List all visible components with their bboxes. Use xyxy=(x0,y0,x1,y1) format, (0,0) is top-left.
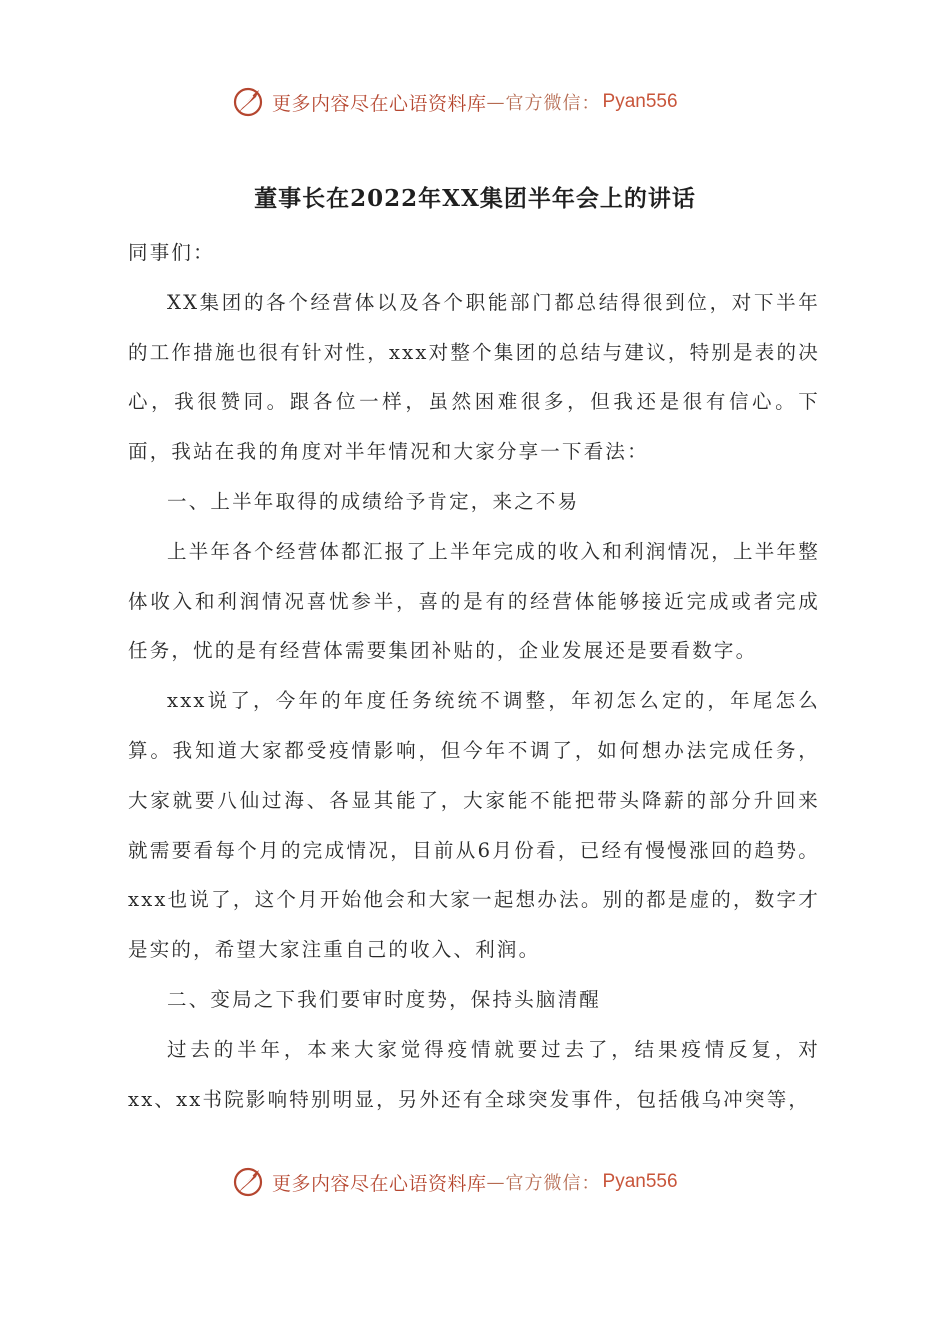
paragraph: 过去的半年，本来大家觉得疫情就要过去了，结果疫情反复，对xx、xx书院影响特别明显，另外还有全球突发事件，包括俄乌冲突等， xyxy=(128,1037,820,1111)
header-banner xyxy=(232,82,752,122)
document-body xyxy=(128,228,820,1124)
banner-wechat-id: Pyan556 xyxy=(602,1171,678,1192)
quill-pen-logo-icon xyxy=(232,85,266,119)
banner-dash: — xyxy=(486,1171,506,1193)
paragraph: 上半年各个经营体都汇报了上半年完成的收入和利润情况，上半年整体收入和利润情况喜忧参半，喜的是有的经营体能够接近完成或者完成任务，忧的是有经营体需要集团补贴的，企业发展还是要看数字。 xyxy=(128,539,820,663)
footer-banner xyxy=(232,1162,752,1202)
section-heading: 二、变局之下我们要审时度势，保持头脑清醒 xyxy=(167,987,602,1011)
paragraph: XX集团的各个经营体以及各个职能部门都总结得很到位，对下半年的工作措施也很有针对性，xxx对整个集团的总结与建议，特别是表的决心，我很赞同。跟各位一样，虽然困难很多，但我还是很有信心。下面，我站在我的角度对半年情况和大家分享一下看法： xyxy=(128,290,820,464)
document-title: 董事长在2022年XX集团半年会上的讲话 xyxy=(254,185,696,212)
section-heading: 一、上半年取得的成绩给予肯定，来之不易 xyxy=(167,489,580,513)
banner-main-text: 更多内容尽在心语资料库 xyxy=(272,92,487,115)
banner-wechat-id: Pyan556 xyxy=(602,91,678,112)
banner-dash: — xyxy=(486,91,506,113)
banner-main-text: 更多内容尽在心语资料库 xyxy=(272,1172,487,1195)
banner-wechat-label: 官方微信： xyxy=(505,1173,601,1194)
salutation: 同事们： xyxy=(128,241,215,264)
quill-pen-logo-icon xyxy=(232,1165,266,1199)
banner-wechat-label: 官方微信： xyxy=(505,93,601,114)
paragraph: xxx说了，今年的年度任务统统不调整，年初怎么定的，年尾怎么算。我知道大家都受疫情影响，但今年不调了，如何想办法完成任务，大家就要八仙过海、各显其能了，大家能不能把带头降薪的部分升回来就需要看每个月的完成情况，目前从6月份看，已经有慢慢涨回的趋势。xxx也说了，这个月开始他会和大家一起想办法。别的都是虚的，数字才是实的，希望大家注重自己的收入、利润。 xyxy=(128,689,820,962)
